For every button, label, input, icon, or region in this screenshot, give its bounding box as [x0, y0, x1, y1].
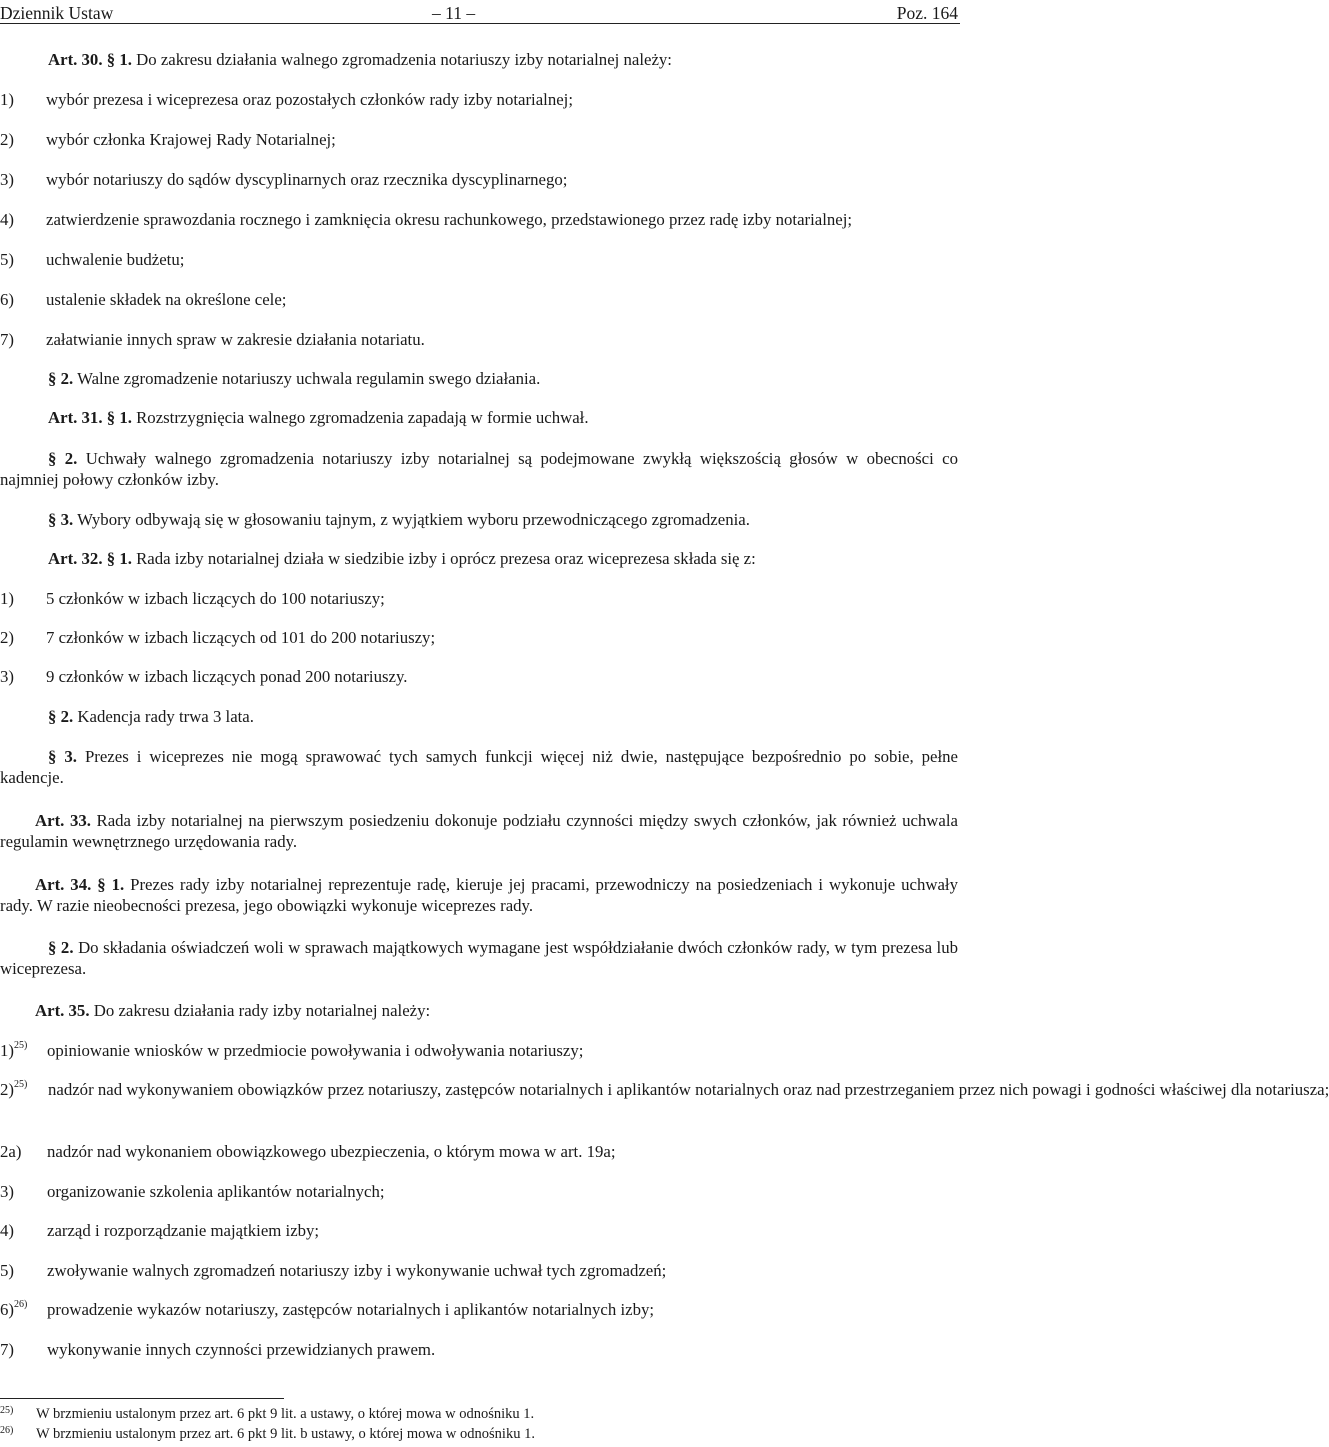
list-item: 2) wybór członka Krajowej Rady Notarialnej; [0, 130, 336, 149]
paragraph-label: § 2. [48, 707, 74, 726]
paragraph-text: Prezes i wiceprezes nie mogą sprawować tych samych funkcji więcej niż dwie, następujące bezpośrednio po sobie, pełne kadencje. [0, 747, 959, 787]
footnote [0, 1405, 534, 1423]
footnote-rule [0, 1398, 284, 1399]
list-item: 7) załatwianie innych spraw w zakresie działania notariatu. [0, 330, 425, 349]
list-item: 1) 5 członków w izbach liczących do 100 notariuszy; [0, 589, 385, 608]
footnote [0, 1425, 535, 1443]
paragraph-text: Do zakresu działania walnego zgromadzenia notariuszy izby notarialnej należy: [136, 50, 672, 69]
art30-par2 [48, 368, 1006, 389]
article-label: Art. 35. [35, 1001, 90, 1020]
paragraph-text: Walne zgromadzenie notariuszy uchwala regulamin swego działania. [77, 369, 541, 388]
article-label: Art. 33. [35, 811, 91, 830]
list-item: 4) zatwierdzenie sprawozdania rocznego i zamknięcia okresu rachunkowego, przedstawionego przez radę izby notarialnej; [0, 210, 853, 229]
art30-par1 [48, 49, 1006, 70]
list-item: 1) wybór prezesa i wiceprezesa oraz pozostałych członków rady izby notarialnej; [0, 90, 573, 109]
art32-par2 [48, 706, 1006, 727]
art31-par3 [48, 509, 1006, 530]
footnote-ref: 25) [13, 1040, 28, 1051]
list-item: 2)$^{25)}$ nadzór nad wykonywaniem obowiązków przez notariuszy, zastępców notarialnych i aplikantów notarialnych oraz nad przestrzeganiem przez nich powagi i godności właściwej dla notariusza; [0, 1079, 1329, 1099]
page-number: – 11 – [432, 3, 476, 23]
footnote-text: W brzmieniu ustalonym przez art. 6 pkt 9 lit. a ustawy, o której mowa w odnośniku 1. [36, 1406, 535, 1422]
paragraph-text: Prezes rady izby notarialnej reprezentuje radę, kieruje jej pracami, przewodniczy na posiedzeniach i wykonuje uchwały rady. W razie nieobecności prezesa, jego obowiązki wykonuje wiceprezes rady. [0, 875, 958, 915]
footnote-mark: 25) [0, 1405, 14, 1416]
paragraph-label: § 2. [48, 449, 78, 468]
paragraph-text: Kadencja rady trwa 3 lata. [77, 707, 254, 726]
list-item: 2) 7 członków w izbach liczących od 101 do 200 notariuszy; [0, 628, 436, 647]
list-item: 3) wybór notariuszy do sądów dyscyplinarnych oraz rzecznika dyscyplinarnego; [0, 170, 568, 189]
header-rule [0, 23, 960, 24]
list-item: 6)$^{26)}$ prowadzenie wykazów notariuszy, zastępców notarialnych i aplikantów notarialnych izby; [0, 1299, 655, 1319]
list-item: 7) wykonywanie innych czynności przewidzianych prawem. [0, 1340, 436, 1359]
art33 [0, 810, 958, 852]
footnote-mark: 26) [0, 1425, 14, 1436]
paragraph-text: Uchwały walnego zgromadzenia notariuszy izby notarialnej są podejmowane zwykłą większością głosów w obecności co najmniej połowy członków izby. [0, 449, 958, 489]
art34-par2 [0, 937, 958, 979]
list-item: 5) uchwalenie budżetu; [0, 250, 185, 269]
list-item: 5) zwoływanie walnych zgromadzeń notariuszy izby i wykonywanie uchwał tych zgromadzeń; [0, 1261, 667, 1280]
paragraph-text: Rada izby notarialnej działa w siedzibie izby i oprócz prezesa oraz wiceprezesa składa się z: [136, 549, 756, 568]
list-item: 3) 9 członków w izbach liczących ponad 200 notariuszy. [0, 667, 408, 686]
paragraph-label: § 1. [106, 50, 132, 69]
art34-par1 [0, 874, 958, 916]
paragraph-text: Rada izby notarialnej na pierwszym posiedzeniu dokonuje podziału czynności między swych członków, jak również uchwala regulamin wewnętrznego urzędowania rady. [0, 811, 958, 851]
art35-intro [35, 1000, 993, 1021]
article-label: Art. 31. [48, 408, 103, 427]
paragraph-label: § 3. [48, 510, 74, 529]
position-number: Poz. 164 [896, 3, 958, 23]
paragraph-text: Do składania oświadczeń woli w sprawach majątkowych wymagane jest współdziałanie dwóch członków rady, w tym prezesa lub wiceprezesa. [0, 938, 959, 978]
paragraph-label: § 1. [106, 549, 132, 568]
art32-par3 [0, 746, 958, 788]
art32-par1 [48, 548, 1006, 569]
paragraph-label: § 3. [48, 747, 77, 766]
list-item: 3) organizowanie szkolenia aplikantów notarialnych; [0, 1182, 385, 1201]
list-item: 6) ustalenie składek na określone cele; [0, 290, 287, 309]
paragraph-text: Do zakresu działania rady izby notarialnej należy: [93, 1001, 431, 1020]
paragraph-label: § 2. [48, 938, 74, 957]
journal-title: Dziennik Ustaw [0, 3, 114, 23]
footnote-text: W brzmieniu ustalonym przez art. 6 pkt 9 lit. b ustawy, o której mowa w odnośniku 1. [36, 1426, 535, 1442]
paragraph-text: Wybory odbywają się w głosowaniu tajnym, z wyjątkiem wyboru przewodniczącego zgromadzenia. [77, 510, 750, 529]
article-label: Art. 34. [35, 875, 92, 894]
paragraph-label: § 1. [97, 875, 125, 894]
paragraph-label: § 1. [106, 408, 132, 427]
paragraph-label: § 2. [48, 369, 74, 388]
article-label: Art. 30. [48, 50, 103, 69]
footnote-ref: 26) [13, 1299, 28, 1310]
art31-par1 [48, 407, 1006, 428]
list-item: 1)$^{25)}$ opiniowanie wniosków w przedmiocie powoływania i odwoływania notariuszy; [0, 1040, 584, 1060]
footnote-ref: 25) [13, 1079, 28, 1090]
list-item: 2a) nadzór nad wykonaniem obowiązkowego ubezpieczenia, o którym mowa w art. 19a; [0, 1142, 616, 1161]
art31-par2 [0, 448, 958, 490]
article-label: Art. 32. [48, 549, 103, 568]
paragraph-text: Rozstrzygnięcia walnego zgromadzenia zapadają w formie uchwał. [136, 408, 589, 427]
list-item: 4) zarząd i rozporządzanie majątkiem izby; [0, 1221, 320, 1240]
